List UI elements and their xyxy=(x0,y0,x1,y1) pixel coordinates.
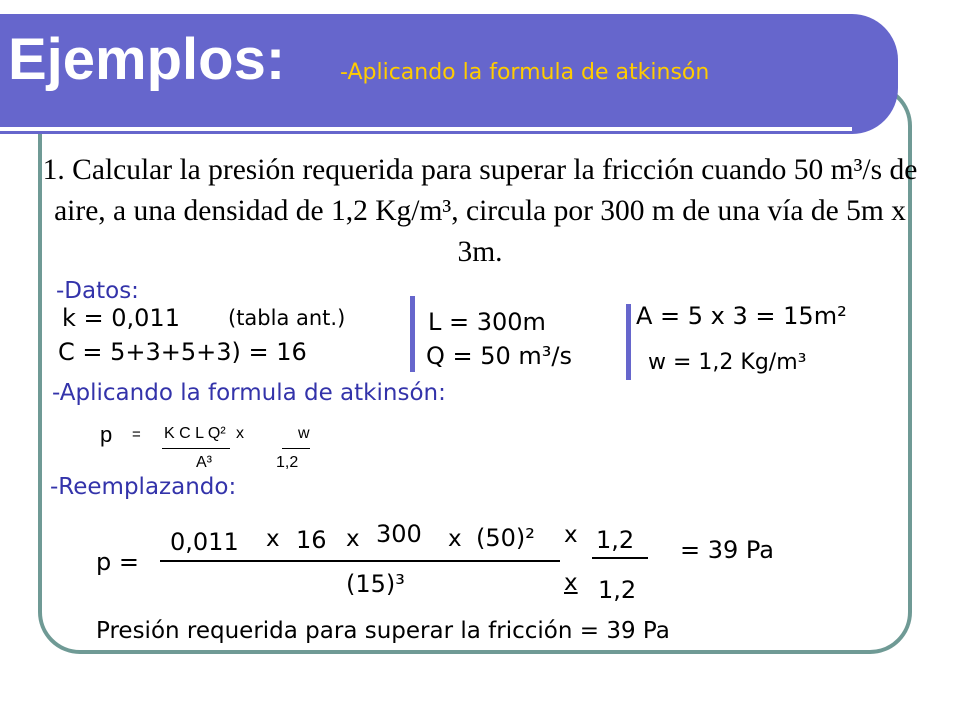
datum-l: L = 300m xyxy=(428,308,546,336)
formula-heading: -Aplicando la formula de atkinsón: xyxy=(52,380,446,406)
formula-equals: = xyxy=(132,426,141,443)
sub-q-value: (50)² xyxy=(476,524,535,552)
sub-l-value: 300 xyxy=(376,520,422,548)
sub-c-value: 16 xyxy=(296,526,327,554)
formula-w-fraction-line xyxy=(282,448,310,449)
datum-k: k = 0,011 xyxy=(62,304,180,332)
formula-denominator: A³ xyxy=(196,454,212,471)
datos-divider-2 xyxy=(626,304,631,380)
sub-k-value: 0,011 xyxy=(170,528,239,556)
sub-den-w: 1,2 xyxy=(598,576,637,604)
banner-underline xyxy=(0,127,852,131)
slide-title: Ejemplos: xyxy=(8,27,286,92)
datos-divider-1 xyxy=(410,296,415,372)
reemplazando-heading: -Reemplazando: xyxy=(50,474,237,500)
sub-times-4: x xyxy=(564,522,578,548)
formula-fraction-line xyxy=(162,448,230,449)
formula-w: w xyxy=(298,425,310,442)
sub-w-value: 1,2 xyxy=(596,526,635,554)
datum-a: A = 5 x 3 = 15m² xyxy=(636,302,847,330)
sub-p: p = xyxy=(96,548,139,576)
datum-c: C = 5+3+5+3) = 16 xyxy=(58,338,307,366)
datum-k-note: (tabla ant.) xyxy=(228,306,346,330)
datum-w: w = 1,2 Kg/m³ xyxy=(648,350,807,375)
formula-numerator: K C L Q² xyxy=(164,425,226,442)
sub-den-times: x xyxy=(564,570,578,596)
problem-statement: 1. Calcular la presión requerida para superar la fricción cuando 50 m³/s de aire, a una densidad de 1,2 Kg/m³, circula por 300 m de una vía de 5m x 3m. xyxy=(42,154,918,268)
sub-fraction-line xyxy=(160,560,560,562)
sub-w-fraction-line xyxy=(592,557,648,559)
datos-heading: -Datos: xyxy=(56,278,139,304)
formula-p: p xyxy=(100,422,113,447)
slide-subtitle: -Aplicando la formula de atkinsón xyxy=(340,60,710,85)
sub-times-3: x xyxy=(448,526,462,552)
datum-q: Q = 50 m³/s xyxy=(426,342,573,370)
formula-w-denominator: 1,2 xyxy=(276,454,299,471)
formula-times: x xyxy=(236,425,244,442)
conclusion: Presión requerida para superar la fricción = 39 Pa xyxy=(96,618,670,644)
sub-times-1: x xyxy=(266,526,280,552)
sub-result: = 39 Pa xyxy=(680,536,775,564)
sub-times-2: x xyxy=(346,526,360,552)
sub-denominator: (15)³ xyxy=(346,570,405,598)
